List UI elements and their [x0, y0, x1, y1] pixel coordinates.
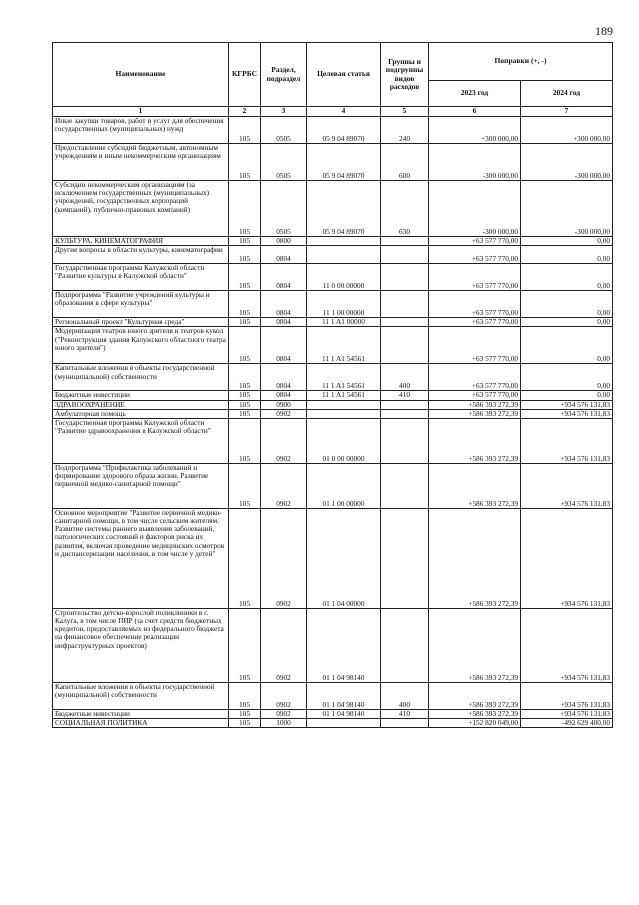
row-name: Региональный проект "Культурная среда" [53, 318, 229, 327]
row-amount-y2023: +63 577 770,00 [429, 327, 521, 364]
table-row [53, 719, 613, 728]
row-amount-y2024: -300 000,00 [521, 181, 613, 237]
row-target: 01 1 00 00000 [307, 463, 381, 508]
row-section: 0804 [261, 246, 307, 264]
row-amount-y2023: +152 820 049,00 [429, 719, 521, 728]
row-name: Предоставление субсидий бюджетным, автономным учреждениям и иным некоммерческим организациям [53, 144, 229, 181]
header-year-2023: 2023 год [429, 81, 521, 107]
row-name: СОЦИАЛЬНАЯ ПОЛИТИКА [53, 719, 229, 728]
row-amount-y2024: +934 576 131,83 [521, 608, 613, 682]
row-name: Капитальные вложения в объекты государственной (муниципальной) собственности [53, 364, 229, 391]
row-amount-y2024: 0,00 [521, 327, 613, 364]
row-group [381, 719, 429, 728]
row-amount-y2023: +63 577 770,00 [429, 291, 521, 318]
row-kgrbs: 105 [229, 682, 261, 709]
row-section: 0804 [261, 264, 307, 291]
column-index: 4 [307, 107, 381, 117]
row-amount-y2023: +63 577 770,00 [429, 391, 521, 400]
row-target: 11 1 00 00000 [307, 291, 381, 318]
row-name: ЗДРАВООХРАНЕНИЕ [53, 400, 229, 409]
row-kgrbs: 105 [229, 246, 261, 264]
row-target [307, 400, 381, 409]
row-group: 400 [381, 364, 429, 391]
row-kgrbs: 105 [229, 264, 261, 291]
table-row [53, 291, 613, 318]
column-index: 1 [53, 107, 229, 117]
header-kgrbs: КГРБС [229, 43, 261, 107]
row-section: 0505 [261, 181, 307, 237]
table-row [53, 246, 613, 264]
row-section: 0902 [261, 418, 307, 463]
header-target: Целевая статья [307, 43, 381, 107]
row-name: Модернизация театров юного зрителя и театров кукол ("Реконструкция здания Калужского областного театра юного зрителя") [53, 327, 229, 364]
row-amount-y2023: +300 000,00 [429, 117, 521, 144]
row-amount-y2024: 0,00 [521, 291, 613, 318]
row-target: 05 9 04 89070 [307, 181, 381, 237]
row-section: 0902 [261, 463, 307, 508]
row-section: 0902 [261, 608, 307, 682]
row-amount-y2023: +586 393 272,39 [429, 400, 521, 409]
row-target: 11 1 A1 54561 [307, 327, 381, 364]
row-name: Амбулаторная помощь [53, 409, 229, 418]
row-amount-y2023: +586 393 272,39 [429, 409, 521, 418]
row-section: 1000 [261, 719, 307, 728]
row-group: 400 [381, 682, 429, 709]
row-amount-y2023: +63 577 770,00 [429, 246, 521, 264]
row-kgrbs: 105 [229, 318, 261, 327]
row-section: 0804 [261, 327, 307, 364]
row-amount-y2023: +63 577 770,00 [429, 364, 521, 391]
row-section: 0804 [261, 391, 307, 400]
row-group [381, 400, 429, 409]
row-section: 0505 [261, 117, 307, 144]
row-group [381, 463, 429, 508]
row-kgrbs: 105 [229, 508, 261, 608]
row-amount-y2024: +934 576 131,83 [521, 418, 613, 463]
row-amount-y2024: +934 576 131,83 [521, 682, 613, 709]
row-amount-y2023: +586 393 272,39 [429, 418, 521, 463]
row-amount-y2023: +586 393 272,39 [429, 508, 521, 608]
row-kgrbs: 105 [229, 117, 261, 144]
row-amount-y2024: +934 576 131,83 [521, 409, 613, 418]
row-section: 0804 [261, 364, 307, 391]
column-index: 6 [429, 107, 521, 117]
row-name: Иные закупки товаров, работ и услуг для обеспечения государственных (муниципальных) нужд [53, 117, 229, 144]
row-kgrbs: 105 [229, 400, 261, 409]
row-kgrbs: 105 [229, 364, 261, 391]
row-name: Капитальные вложения в объекты государственной (муниципальной) собственности [53, 682, 229, 709]
table-row [53, 181, 613, 237]
row-kgrbs: 105 [229, 144, 261, 181]
row-kgrbs: 105 [229, 463, 261, 508]
row-target: 11 1 A1 54561 [307, 364, 381, 391]
row-amount-y2024: +300 000,00 [521, 117, 613, 144]
row-amount-y2024: -492 629 400,00 [521, 719, 613, 728]
row-kgrbs: 105 [229, 327, 261, 364]
row-group [381, 508, 429, 608]
row-amount-y2023: +586 393 272,39 [429, 463, 521, 508]
row-name: Бюджетные инвестиции [53, 391, 229, 400]
row-name: Подпрограмма "Развитие учреждений культуры и образования в сфере культуры" [53, 291, 229, 318]
row-amount-y2024: +934 576 131,83 [521, 508, 613, 608]
row-name: КУЛЬТУРА, КИНЕМАТОГРАФИЯ [53, 237, 229, 246]
row-section: 0902 [261, 409, 307, 418]
row-section: 0800 [261, 237, 307, 246]
table-row [53, 144, 613, 181]
header-name: Наименование [53, 43, 229, 107]
row-amount-y2024: 0,00 [521, 237, 613, 246]
row-amount-y2023: -300 000,00 [429, 144, 521, 181]
row-target: 01 1 04 00000 [307, 508, 381, 608]
row-section: 0804 [261, 291, 307, 318]
row-kgrbs: 105 [229, 608, 261, 682]
row-kgrbs: 105 [229, 409, 261, 418]
row-target [307, 409, 381, 418]
row-name: Основное мероприятие "Развитие первичной медико-санитарной помощи, в том числе сельским жителям. Развитие системы раннего выявления заболеваний, патологических состояний и факторов риска их развития, включая проведение медицинских осмотров и диспансеризации населения, в том числе у детей" [53, 508, 229, 608]
row-name: Строительство детско-взрослой поликлиники в г. Калуга, в том числе ПИР (за счет средств бюджетных кредитов, предоставляемых из федерального бюджета на финансовое обеспечение реализации инфраструктурных проектов) [53, 608, 229, 682]
row-amount-y2023: -300 000,00 [429, 181, 521, 237]
row-kgrbs: 105 [229, 418, 261, 463]
row-group: 240 [381, 117, 429, 144]
row-amount-y2023: +63 577 770,00 [429, 318, 521, 327]
table-row [53, 264, 613, 291]
row-name: Бюджетные инвестиции [53, 709, 229, 718]
row-group [381, 318, 429, 327]
column-index: 2 [229, 107, 261, 117]
row-section: 0804 [261, 318, 307, 327]
row-amount-y2024: +934 576 131,83 [521, 463, 613, 508]
row-kgrbs: 105 [229, 719, 261, 728]
row-target [307, 246, 381, 264]
row-amount-y2023: +586 393 272,39 [429, 709, 521, 718]
row-group [381, 264, 429, 291]
row-group [381, 237, 429, 246]
table-row [53, 400, 613, 409]
page-number: 189 [595, 24, 613, 38]
header-corrections: Поправки (+, -) [429, 43, 613, 81]
row-group [381, 608, 429, 682]
table-row [53, 391, 613, 400]
table-row [53, 409, 613, 418]
table-row [53, 117, 613, 144]
table-row [53, 508, 613, 608]
row-amount-y2024: -300 000,00 [521, 144, 613, 181]
table-row [53, 418, 613, 463]
row-name: Государственная программа Калужской области "Развитие культуры в Калужской области" [53, 264, 229, 291]
row-target: 11 1 A1 00000 [307, 318, 381, 327]
row-target: 11 1 A1 54561 [307, 391, 381, 400]
row-amount-y2024: +934 576 131,83 [521, 709, 613, 718]
column-index: 5 [381, 107, 429, 117]
row-section: 0902 [261, 682, 307, 709]
row-target: 01 1 04 98140 [307, 608, 381, 682]
row-amount-y2024: 0,00 [521, 391, 613, 400]
row-group: 410 [381, 709, 429, 718]
table-row [53, 463, 613, 508]
row-kgrbs: 105 [229, 237, 261, 246]
table-row [53, 682, 613, 709]
row-name: Подпрограмма "Профилактика заболеваний и формирование здорового образа жизни. Развитие первичной медико-санитарной помощи" [53, 463, 229, 508]
row-group: 410 [381, 391, 429, 400]
header-section: Раздел, подраздел [261, 43, 307, 107]
row-amount-y2024: 0,00 [521, 318, 613, 327]
header-year-2024: 2024 год [521, 81, 613, 107]
row-amount-y2024: 0,00 [521, 364, 613, 391]
row-target [307, 719, 381, 728]
row-name: Другие вопросы в области культуры, кинематографии [53, 246, 229, 264]
column-index: 3 [261, 107, 307, 117]
row-amount-y2023: +63 577 770,00 [429, 237, 521, 246]
row-section: 0505 [261, 144, 307, 181]
row-amount-y2023: +63 577 770,00 [429, 264, 521, 291]
row-amount-y2024: +934 576 131,83 [521, 400, 613, 409]
row-kgrbs: 105 [229, 291, 261, 318]
row-amount-y2023: +586 393 272,39 [429, 682, 521, 709]
row-name: Субсидии некоммерческим организациям (за исключением государственных (муниципальных) учреждений, государственных корпораций (компаний), публично-правовых компаний) [53, 181, 229, 237]
row-target: 01 1 04 98140 [307, 709, 381, 718]
row-section: 0902 [261, 709, 307, 718]
row-group [381, 418, 429, 463]
row-target: 05 9 04 89070 [307, 117, 381, 144]
header-groups: Группы и подгруппы видов расходов [381, 43, 429, 107]
row-amount-y2023: +586 393 272,39 [429, 608, 521, 682]
table-row [53, 327, 613, 364]
row-amount-y2024: 0,00 [521, 264, 613, 291]
row-target: 01 1 04 98140 [307, 682, 381, 709]
row-section: 0902 [261, 508, 307, 608]
row-group: 630 [381, 181, 429, 237]
row-kgrbs: 105 [229, 181, 261, 237]
row-target: 11 0 00 00000 [307, 264, 381, 291]
row-target: 05 9 04 89070 [307, 144, 381, 181]
row-amount-y2024: 0,00 [521, 246, 613, 264]
row-kgrbs: 105 [229, 709, 261, 718]
table-row [53, 608, 613, 682]
row-group [381, 327, 429, 364]
table-row [53, 364, 613, 391]
row-group [381, 246, 429, 264]
row-group [381, 409, 429, 418]
row-group [381, 291, 429, 318]
budget-table [52, 42, 613, 728]
column-index: 7 [521, 107, 613, 117]
row-kgrbs: 105 [229, 391, 261, 400]
row-name: Государственная программа Калужской области "Развитие здравоохранения в Калужской области" [53, 418, 229, 463]
row-group: 600 [381, 144, 429, 181]
row-section: 0900 [261, 400, 307, 409]
column-index-row [53, 107, 613, 117]
row-target [307, 237, 381, 246]
row-target: 01 0 00 00000 [307, 418, 381, 463]
